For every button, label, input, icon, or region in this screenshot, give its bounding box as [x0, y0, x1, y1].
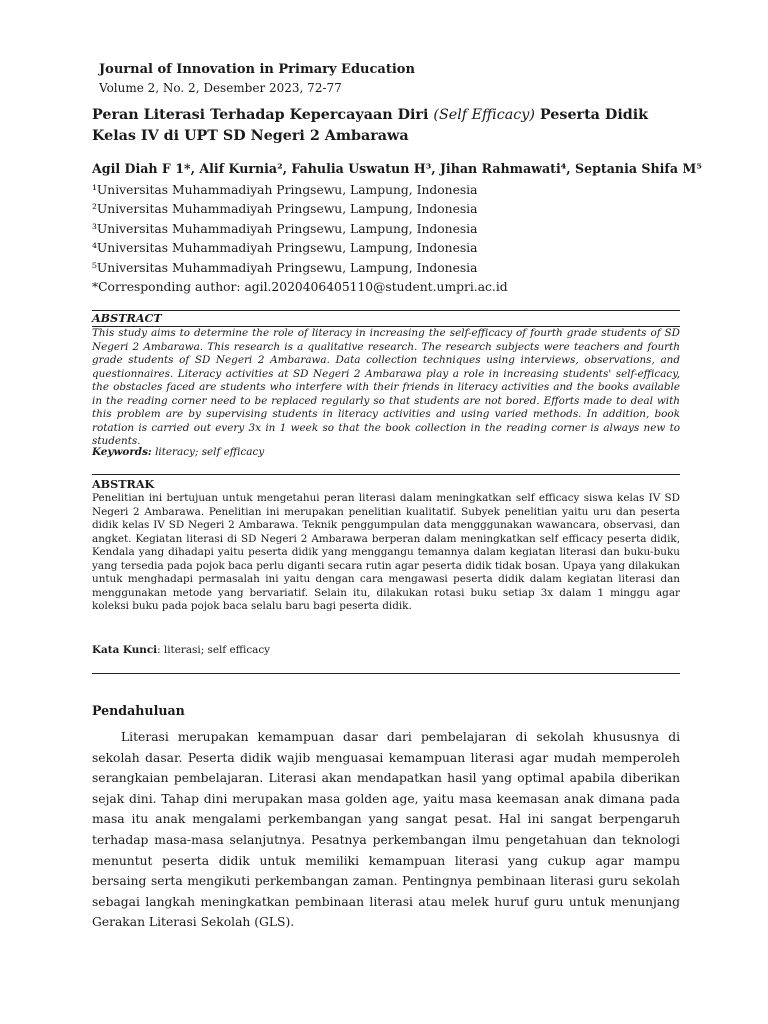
abstract-id-heading: ABSTRAK — [92, 477, 155, 491]
divider-mid — [92, 474, 680, 475]
keywords-id — [92, 644, 270, 656]
abstract-id-text: Penelitian ini bertujuan untuk mengetahui peran literasi dalam meningkatkan self efficacy siswa kelas IV SD Negeri 2 Ambarawa. Penelitian ini merupakan penelitian kualitatif. Subyek penelitian yaitu uru dan peserta didik kelas IV SD Negeri 2 Ambarawa. Teknik penggumpulan data mengggunakan wawancara, observasi, dan angket. Kegiatan literasi di SD Negeri 2 Ambarawa berperan dalam meningkatkan self efficacy peserta didik, Kendala yang dihadapi yaitu peserta didik yang menggangu temannya dalam kegiatan literasi dan buku-buku yang tersedia pada pojok baca perlu diganti secara rutin agar peserta didik tidak bosan. Upaya yang dilakukan untuk menghadapi permasalah ini yaitu dengan cara mengawasi peserta didik dalam kegiatan literasi dan menggunakan metode yang bervariatif. Selain itu, dilakukan rotasi buku setiap 3x dalam 1 minggu agar koleksi buku pada pojok baca selalu baru bagi peserta didik. — [92, 492, 680, 612]
divider-bottom — [92, 673, 680, 674]
journal-name: Journal of Innovation in Primary Education — [99, 62, 415, 77]
abstract-en-heading: ABSTRACT — [92, 311, 162, 325]
abstract-en-text: This study aims to determine the role of literacy in increasing the self-efficacy of fourth grade students of SD Negeri 2 Ambarawa. This research is a qualitative research. The research subjects were teachers and fourth grade students of SD Negeri 2 Ambarawa. Data collection techniques using interviews, observations, and questionnaires. Literacy activities at SD Negeri 2 Ambarawa play a role in increasing students' self-efficacy, the obstacles faced are students who interfere with their friends in literacy activities and the books available in the reading corner need to be replaced regularly so that students are not bored. Efforts made to deal with this problem are by supervising students in literacy activities and using varied methods. In addition, book rotation is carried out every 3x in 1 week so that the book collection in the reading corner is always new to students. — [92, 327, 680, 447]
intro-paragraph: Literasi merupakan kemampuan dasar dari pembelajaran di sekolah khususnya di sekolah dasar. Peserta didik wajib menguasai kemampuan literasi agar mudah memperoleh serangkaian pembelajaran. Literasi akan mendapatkan hasil yang optimal apabila diberikan sejak dini. Tahap dini merupakan masa golden age, yaitu masa keemasan anak dimana pada masa itu anak mengalami perkembangan yang sangat pesat. Hal ini sangat berpengaruh terhadap masa-masa selanjutnya. Pesatnya perkembangan ilmu pengetahuan dan teknologi menuntut peserta didik untuk memiliki kemampuan literasi yang cukup agar mampu bersaing serta mengikuti perkembangan zaman. Pentingnya pembinaan literasi guru sekolah sebagai langkah meningkatkan pembinaan literasi atau melek huruf guru untuk menunjang Gerakan Literasi Sekolah (GLS). — [92, 730, 680, 930]
affiliation-4: ⁴Universitas Muhammadiyah Pringsewu, Lampung, Indonesia — [92, 241, 478, 256]
article-title — [92, 105, 692, 147]
keywords-en — [92, 446, 264, 458]
affiliation-3: ³Universitas Muhammadiyah Pringsewu, Lampung, Indonesia — [92, 221, 478, 236]
section-heading-intro: Pendahuluan — [92, 703, 185, 718]
title-part-2: Peserta Didik Kelas IV di UPT SD Negeri 2 Ambarawa — [92, 107, 649, 144]
title-italic-term: (Self Efficacy) — [433, 107, 535, 123]
keywords-id-values: : literasi; self efficacy — [157, 644, 271, 656]
title-part-1: Peran Literasi Terhadap Kepercayaan Diri — [92, 107, 434, 123]
author-list: Agil Diah F 1*, Alif Kurnia², Fahulia Uswatun H³, Jihan Rahmawati⁴, Septania Shifa M⁵ — [92, 161, 702, 176]
affiliation-5: ⁵Universitas Muhammadiyah Pringsewu, Lampung, Indonesia — [92, 260, 478, 275]
keywords-en-values: literacy; self efficacy — [151, 446, 265, 458]
corresponding-author: *Corresponding author: agil.2020406405110@student.umpri.ac.id — [92, 280, 508, 295]
affiliation-1: ¹Universitas Muhammadiyah Pringsewu, Lampung, Indonesia — [92, 183, 478, 197]
journal-volume: Volume 2, No. 2, Desember 2023, 72-77 — [99, 81, 342, 95]
keywords-id-label: Kata Kunci — [92, 644, 158, 656]
affiliation-2: ²Universitas Muhammadiyah Pringsewu, Lampung, Indonesia — [92, 202, 478, 217]
keywords-en-label: Keywords: — [92, 446, 152, 458]
divider-top — [92, 310, 680, 311]
affiliation-list — [92, 181, 508, 297]
